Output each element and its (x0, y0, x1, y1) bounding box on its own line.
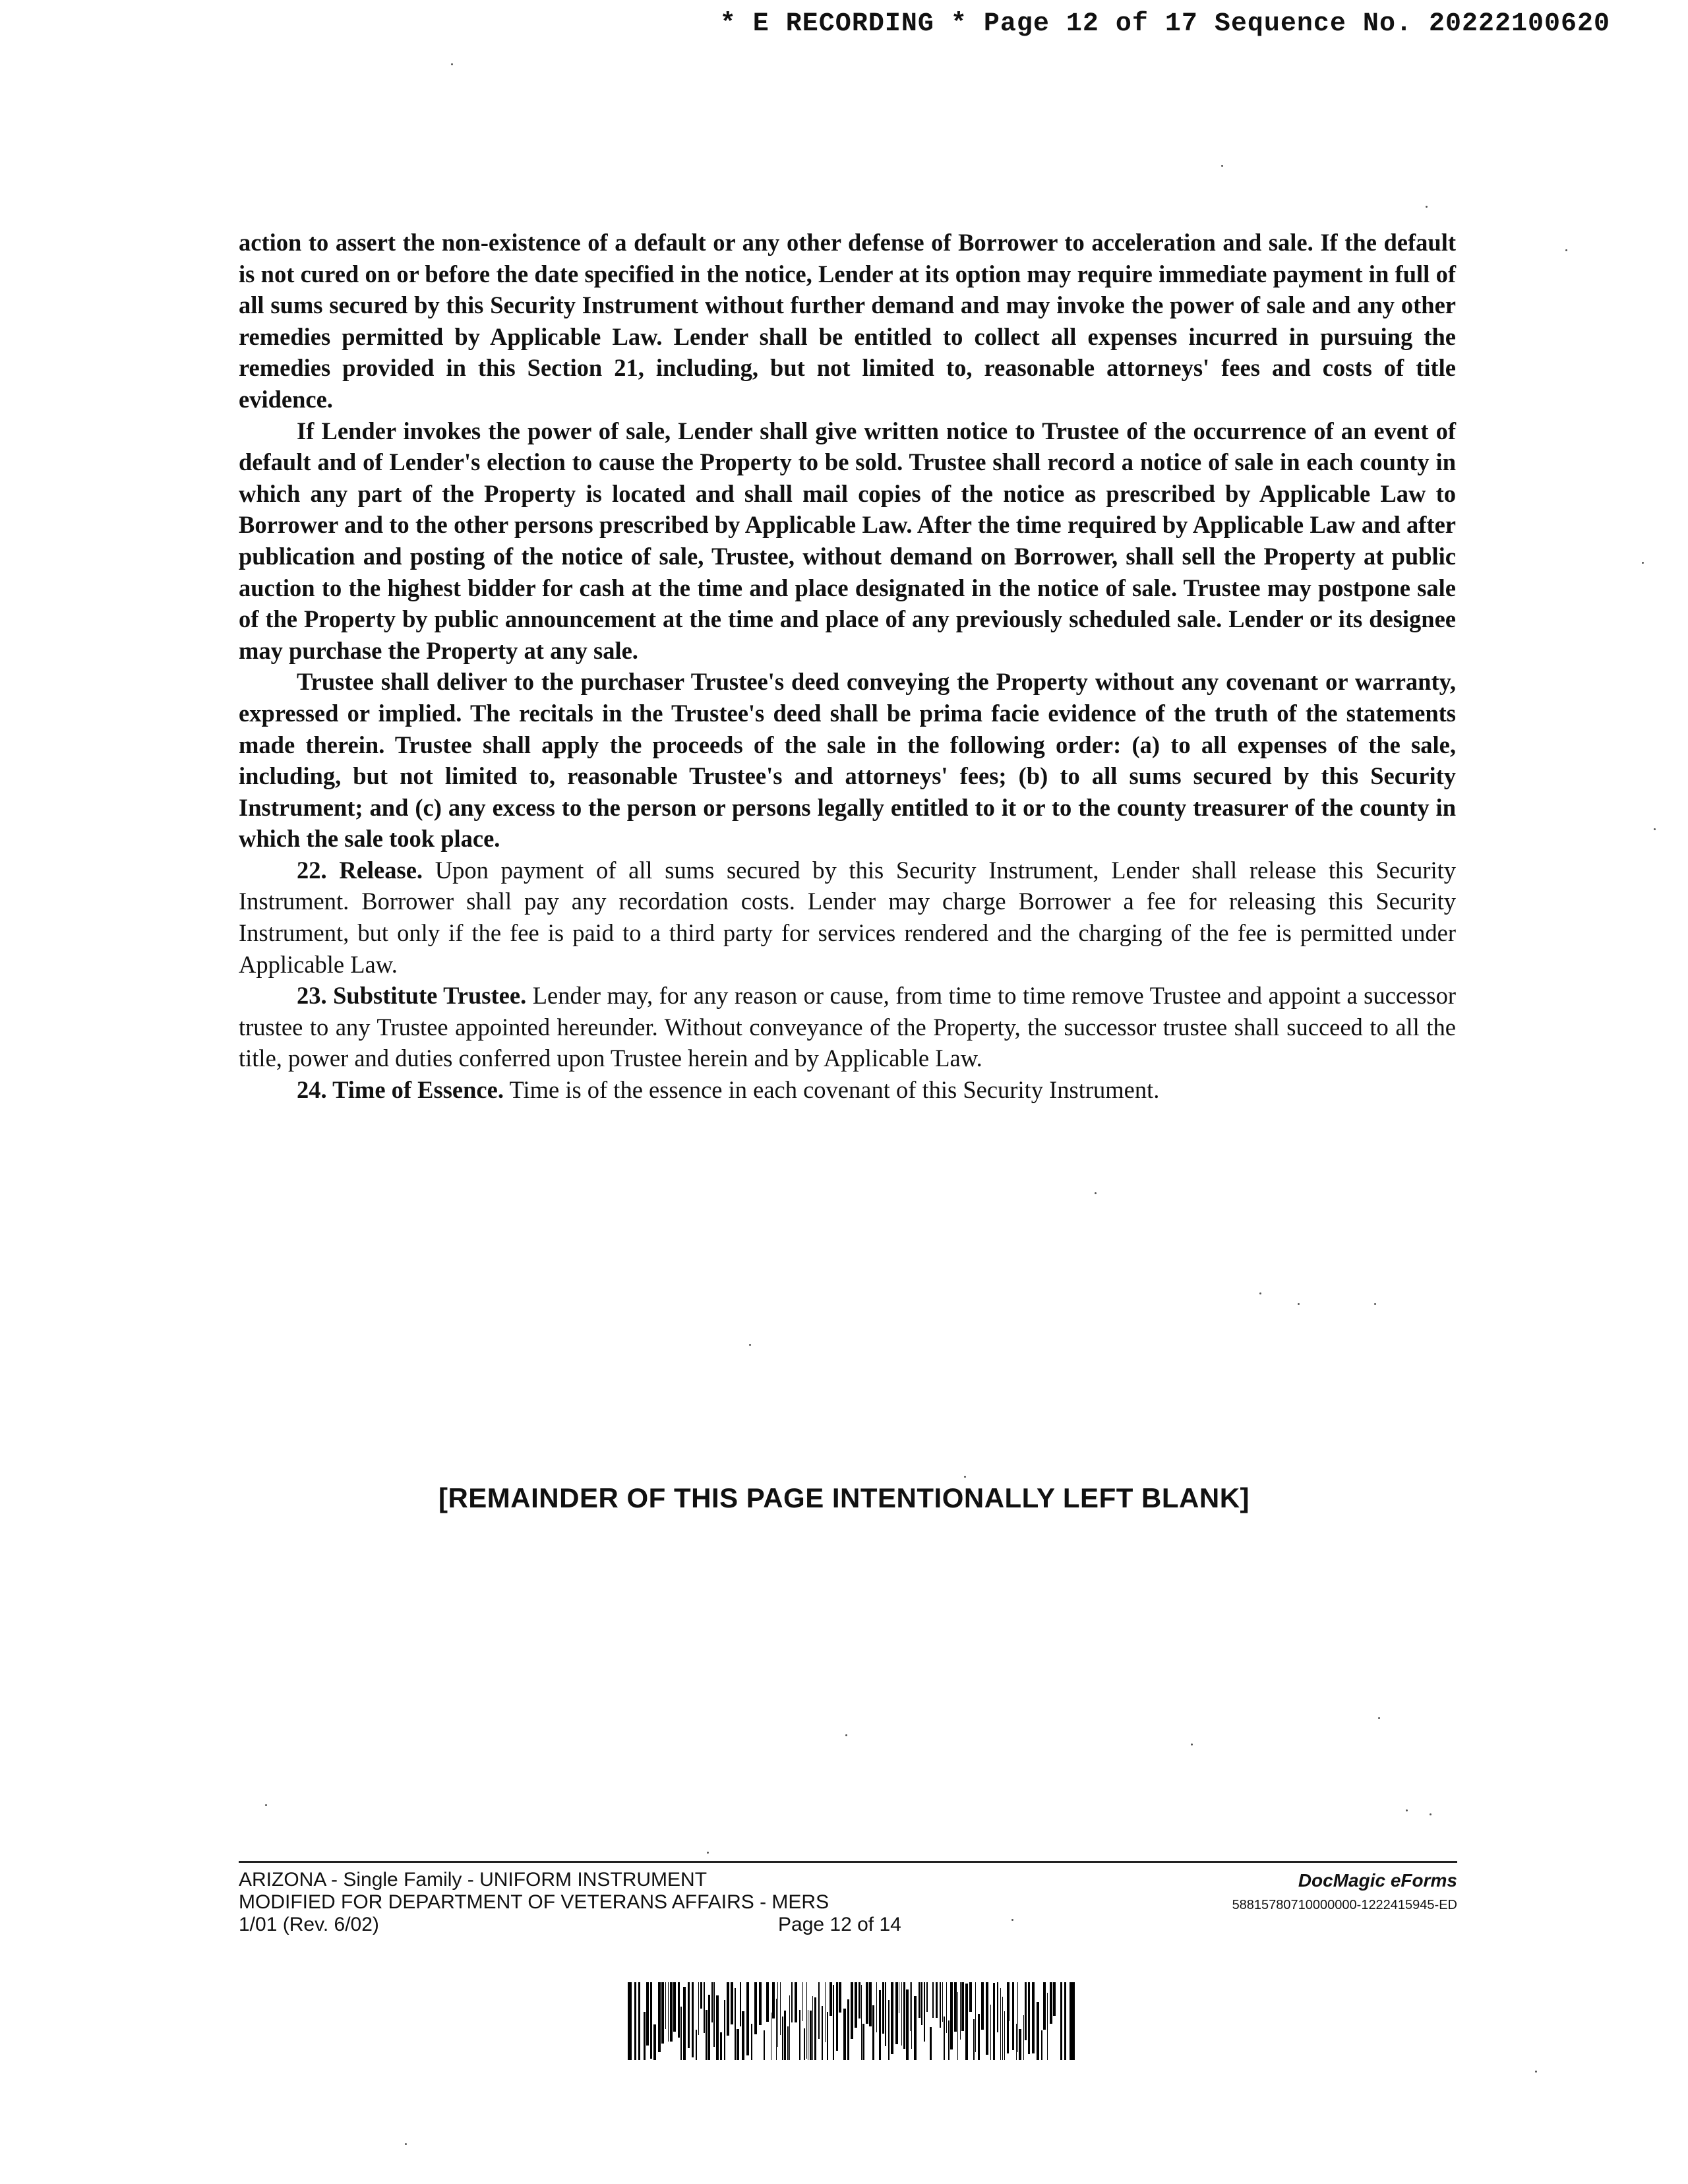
footer-form-info (239, 1869, 829, 1936)
recording-header: * E RECORDING * Page 12 of 17 Sequence No. 20222100620 (719, 9, 1610, 39)
scan-speck (265, 1804, 267, 1806)
scan-speck (1642, 562, 1644, 564)
section-23-text: Lender may, for any reason or cause, from time to time remove Trustee and appoint a successor trustee to any Trustee appointed hereunder. Without conveyance of the Property, the successor trustee shall succeed to all the title, power and duties conferred upon Trustee herein and by Applicable Law. (239, 982, 1457, 1072)
scan-speck (964, 1476, 966, 1478)
scan-speck (1191, 1744, 1193, 1745)
scan-speck (1374, 1303, 1376, 1305)
scan-speck (1011, 1919, 1013, 1921)
scan-speck (1298, 1303, 1300, 1305)
scan-speck (1430, 1813, 1432, 1815)
scan-speck (1565, 249, 1567, 251)
paragraph-trustee-deed: Trustee shall deliver to the purchaser Trustee's deed conveying the Property without any covenant or warranty, expressed or implied. The recitals in the Trustee's deed shall be prima facie evidence of the truth of the statements made therein. Trustee shall apply the proceeds of the sale in the following order: (a) to all expenses of the sale, including, but not limited to, reasonable Trustee's and attorneys' fees; (b) to all sums secured by this Security Instrument; and (c) any excess to the person or persons legally entitled to it or to the county treasurer of the county in which the sale took place. (239, 668, 1456, 853)
section-23-substitute-trustee (239, 980, 1456, 1074)
section-22-text: Upon payment of all sums secured by this Security Instrument, Lender shall release this Security Instrument. Borrower shall pay any recordation costs. Lender may charge Borrower a fee for releasing this Security Instrument, but only if the fee is paid to a third party for services rendered and the charging of the fee is permitted under Applicable Law. (239, 856, 1457, 978)
scan-speck (845, 1734, 847, 1736)
scan-speck (451, 63, 453, 65)
section-22-release (239, 855, 1456, 980)
barcode-image (628, 1982, 1076, 2060)
scan-speck (707, 1852, 709, 1854)
footer-line-1: ARIZONA - Single Family - UNIFORM INSTRUMENT (239, 1869, 708, 1891)
remainder-blank-notice: [REMAINDER OF THIS PAGE INTENTIONALLY LEFT BLANK] (438, 1482, 1250, 1513)
footer-document-code: 58815780710000000-1222415945-ED (1232, 1898, 1457, 1912)
footer-divider (239, 1861, 1457, 1863)
section-24-time-of-essence (239, 1074, 1456, 1106)
scan-speck (1378, 1717, 1380, 1719)
section-24-heading: 24. Time of Essence. (297, 1076, 504, 1104)
scan-speck (1221, 165, 1223, 167)
scan-speck (749, 1344, 751, 1346)
scan-speck (1535, 2071, 1537, 2073)
scan-speck (1406, 1809, 1408, 1811)
docmagic-logo: DocMagic eForms (1298, 1870, 1457, 1891)
paragraph-default-acceleration: action to assert the non-existence of a default or any other defense of Borrower to acceleration and sale. If the default is not cured on or before the date specified in the notice, Lender at its option may require immediate payment in full of all sums secured by this Security Instrument without further demand and may invoke the power of sale and any other remedies permitted by Applicable Law. Lender shall be entitled to collect all expenses incurred in pursuing the remedies provided in this Section 21, including, but not limited to, reasonable attorneys' fees and costs of title evidence. (239, 229, 1456, 413)
scan-speck (1095, 1192, 1097, 1194)
scan-speck (1654, 828, 1656, 830)
footer-line-3: 1/01 (Rev. 6/02) (239, 1914, 379, 1935)
scan-speck (405, 2143, 407, 2145)
section-22-heading: 22. Release. (297, 856, 423, 884)
document-body (239, 227, 1456, 1106)
footer-page-number: Page 12 of 14 (778, 1914, 901, 1935)
paragraph-power-of-sale: If Lender invokes the power of sale, Lender shall give written notice to Trustee of the occurrence of an event of default and of Lender's election to cause the Property to be sold. Trustee shall record a notice of sale in each county in which any part of the Property is located and shall mail copies of the notice as prescribed by Applicable Law to Borrower and to the other persons prescribed by Applicable Law. After the time required by Applicable Law and after publication and posting of the notice of sale, Trustee, without demand on Borrower, shall sell the Property at public auction to the highest bidder for cash at the time and place designated in the notice of sale. Trustee may postpone sale of the Property by public announcement at the time and place of any previously scheduled sale. Lender or its designee may purchase the Property at any sale. (239, 417, 1456, 664)
scan-speck (1426, 206, 1428, 208)
section-23-heading: 23. Substitute Trustee. (297, 982, 527, 1010)
footer-line-2: MODIFIED FOR DEPARTMENT OF VETERANS AFFAIRS - MERS (239, 1891, 829, 1913)
scan-speck (1259, 1292, 1261, 1294)
section-24-text: Time is of the essence in each covenant of this Security Instrument. (509, 1076, 1160, 1104)
